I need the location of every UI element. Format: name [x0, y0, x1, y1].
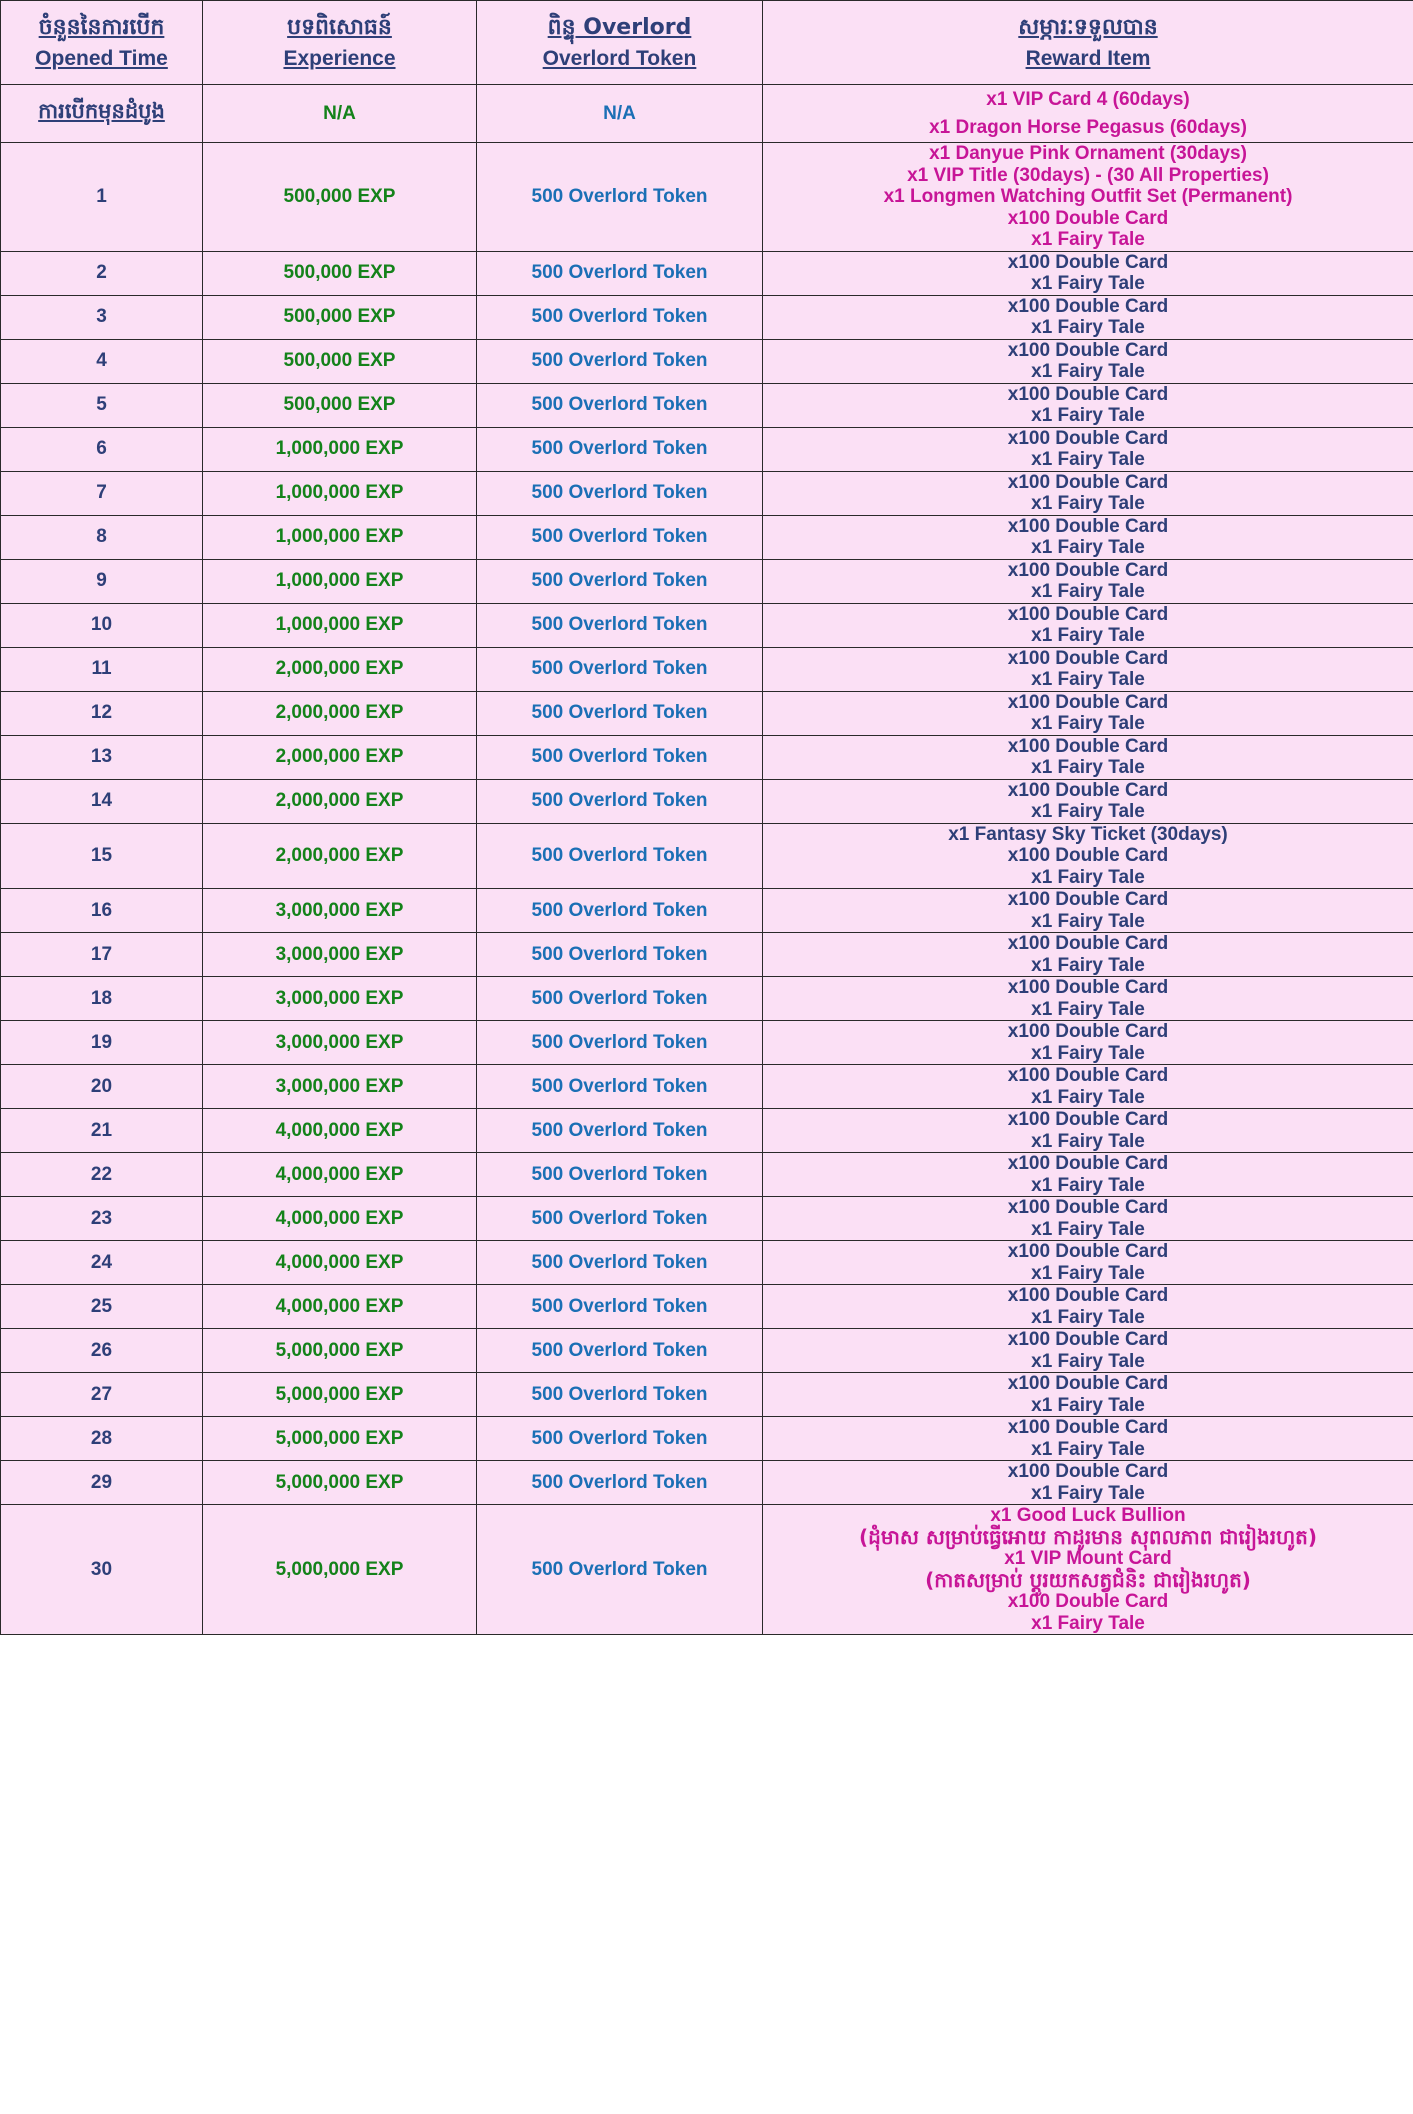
overlord-token-cell: 500 Overlord Token	[477, 889, 763, 933]
reward-cell	[763, 1329, 1413, 1373]
opened-time-cell: 2	[1, 251, 203, 295]
reward-item: x1 Longmen Watching Outfit Set (Permanent)	[883, 186, 1293, 207]
header-reward-item	[763, 1, 1413, 85]
header-experience	[203, 1, 477, 85]
header-opened-time-en: Opened Time	[35, 46, 168, 70]
header-experience-km: បទពិសោធន៍	[287, 14, 392, 40]
header-opened-time-km: ចំនួននៃការបើក	[38, 14, 165, 40]
reward-item: x100 Double Card	[1007, 1109, 1169, 1130]
table-row	[1, 1505, 1413, 1635]
reward-cell	[763, 647, 1413, 691]
reward-item: x1 Good Luck Bullion	[990, 1505, 1186, 1526]
reward-item: x1 Fairy Tale	[1031, 1394, 1145, 1416]
reward-item: x1 Fairy Tale	[1031, 1042, 1145, 1064]
opened-time-cell: 18	[1, 977, 203, 1021]
experience-cell: 2,000,000 EXP	[203, 779, 477, 823]
overlord-token-cell: 500 Overlord Token	[477, 383, 763, 427]
first-open-label: ការបើកមុនដំបូង	[1, 85, 203, 143]
reward-item: x100 Double Card	[1007, 559, 1169, 581]
reward-item: x1 Fairy Tale	[1031, 713, 1145, 734]
first-open-exp: N/A	[203, 85, 477, 143]
reward-item: x100 Double Card	[1007, 1329, 1169, 1350]
reward-item: x1 Fairy Tale	[1031, 1086, 1145, 1108]
reward-item: x100 Double Card	[1007, 1591, 1169, 1612]
table-row	[1, 1197, 1413, 1241]
table-row	[1, 1065, 1413, 1109]
reward-item: x1 Fairy Tale	[1031, 1130, 1145, 1152]
overlord-token-cell: 500 Overlord Token	[477, 559, 763, 603]
reward-item: x100 Double Card	[1007, 1197, 1169, 1218]
experience-cell: 4,000,000 EXP	[203, 1109, 477, 1153]
reward-cell	[763, 1461, 1413, 1505]
reward-item: x100 Double Card	[1007, 1461, 1169, 1482]
reward-item: x100 Double Card	[1007, 647, 1169, 669]
reward-cell	[763, 779, 1413, 823]
experience-cell: 5,000,000 EXP	[203, 1461, 477, 1505]
experience-cell: 500,000 EXP	[203, 339, 477, 383]
experience-cell: 1,000,000 EXP	[203, 471, 477, 515]
header-experience-en: Experience	[283, 46, 396, 70]
overlord-token-cell: 500 Overlord Token	[477, 603, 763, 647]
experience-cell: 500,000 EXP	[203, 143, 477, 252]
reward-cell	[763, 1285, 1413, 1329]
reward-item: x100 Double Card	[1007, 1065, 1169, 1086]
overlord-token-cell: 500 Overlord Token	[477, 1241, 763, 1285]
experience-cell: 4,000,000 EXP	[203, 1285, 477, 1329]
opened-time-cell: 1	[1, 143, 203, 252]
reward-cell	[763, 383, 1413, 427]
overlord-token-cell: 500 Overlord Token	[477, 691, 763, 735]
experience-cell: 1,000,000 EXP	[203, 603, 477, 647]
reward-item: x100 Double Card	[1007, 1285, 1169, 1306]
reward-cell	[763, 1153, 1413, 1197]
opened-time-cell: 11	[1, 647, 203, 691]
reward-cell	[763, 1109, 1413, 1153]
table-row	[1, 295, 1413, 339]
reward-item: x1 Dragon Horse Pegasus (60days)	[929, 116, 1247, 138]
reward-item: x1 Fairy Tale	[1031, 801, 1145, 822]
overlord-token-cell: 500 Overlord Token	[477, 1021, 763, 1065]
reward-item: x100 Double Card	[1007, 295, 1169, 317]
reward-item: x1 Fairy Tale	[1031, 1262, 1145, 1284]
reward-item: x1 Fairy Tale	[1031, 273, 1145, 294]
reward-item: x100 Double Card	[1007, 515, 1169, 537]
opened-time-cell: 26	[1, 1329, 203, 1373]
overlord-token-cell: 500 Overlord Token	[477, 1109, 763, 1153]
reward-item: x100 Double Card	[1007, 779, 1169, 801]
reward-item: (ដុំមាស សម្រាប់ធ្វើអោយ កាដូរមាន សុពលភាព ជារៀងរហូត)	[859, 1524, 1317, 1549]
reward-item: x100 Double Card	[1007, 1021, 1169, 1042]
reward-item: x1 Fairy Tale	[1031, 1306, 1145, 1328]
header-overlord-token	[477, 1, 763, 85]
opened-time-cell: 14	[1, 779, 203, 823]
opened-time-cell: 21	[1, 1109, 203, 1153]
opened-time-cell: 22	[1, 1153, 203, 1197]
reward-cell	[763, 1021, 1413, 1065]
reward-item: x100 Double Card	[1007, 735, 1169, 757]
header-reward-item-km: សម្ភារៈទទួលបាន	[1018, 14, 1158, 40]
experience-cell: 3,000,000 EXP	[203, 1021, 477, 1065]
reward-cell	[763, 339, 1413, 383]
reward-cell	[763, 515, 1413, 559]
reward-cell	[763, 1505, 1413, 1635]
reward-cell	[763, 1373, 1413, 1417]
overlord-token-cell: 500 Overlord Token	[477, 1285, 763, 1329]
overlord-token-cell: 500 Overlord Token	[477, 647, 763, 691]
reward-item: x100 Double Card	[1007, 251, 1169, 273]
overlord-token-cell: 500 Overlord Token	[477, 977, 763, 1021]
reward-item: x1 Fairy Tale	[1031, 405, 1145, 426]
experience-cell: 3,000,000 EXP	[203, 933, 477, 977]
table-row	[1, 515, 1413, 559]
header-reward-item-en: Reward Item	[1025, 46, 1151, 70]
table-row	[1, 779, 1413, 823]
opened-time-cell: 6	[1, 427, 203, 471]
opened-time-cell: 3	[1, 295, 203, 339]
table-row	[1, 143, 1413, 252]
reward-cell	[763, 1197, 1413, 1241]
experience-cell: 3,000,000 EXP	[203, 1065, 477, 1109]
experience-cell: 1,000,000 EXP	[203, 515, 477, 559]
reward-item: x1 Fairy Tale	[1031, 1218, 1145, 1240]
opened-time-cell: 25	[1, 1285, 203, 1329]
table-row	[1, 933, 1413, 977]
reward-item: x1 Fairy Tale	[1031, 1482, 1145, 1504]
table-row	[1, 339, 1413, 383]
reward-item: x1 Fairy Tale	[1031, 1350, 1145, 1372]
opened-time-cell: 27	[1, 1373, 203, 1417]
opened-time-cell: 23	[1, 1197, 203, 1241]
first-open-token: N/A	[477, 85, 763, 143]
opened-time-cell: 4	[1, 339, 203, 383]
reward-cell	[763, 1241, 1413, 1285]
overlord-token-cell: 500 Overlord Token	[477, 515, 763, 559]
overlord-token-cell: 500 Overlord Token	[477, 933, 763, 977]
reward-cell	[763, 735, 1413, 779]
opened-time-cell: 7	[1, 471, 203, 515]
opened-time-cell: 5	[1, 383, 203, 427]
table-row	[1, 251, 1413, 295]
experience-cell: 2,000,000 EXP	[203, 691, 477, 735]
reward-cell	[763, 603, 1413, 647]
opened-time-cell: 9	[1, 559, 203, 603]
experience-cell: 4,000,000 EXP	[203, 1153, 477, 1197]
reward-item: x1 Fairy Tale	[1031, 757, 1145, 778]
reward-item: x1 Fairy Tale	[1031, 669, 1145, 690]
experience-cell: 2,000,000 EXP	[203, 735, 477, 779]
opened-time-cell: 8	[1, 515, 203, 559]
experience-cell: 5,000,000 EXP	[203, 1505, 477, 1635]
overlord-token-cell: 500 Overlord Token	[477, 1153, 763, 1197]
overlord-token-cell: 500 Overlord Token	[477, 471, 763, 515]
reward-cell	[763, 143, 1413, 252]
opened-time-cell: 29	[1, 1461, 203, 1505]
table-row	[1, 1021, 1413, 1065]
reward-cell	[763, 471, 1413, 515]
overlord-token-cell: 500 Overlord Token	[477, 1197, 763, 1241]
reward-cell	[763, 251, 1413, 295]
reward-item: x100 Double Card	[1007, 889, 1169, 910]
table-row	[1, 427, 1413, 471]
reward-item: x1 Fairy Tale	[1031, 537, 1145, 558]
overlord-token-cell: 500 Overlord Token	[477, 735, 763, 779]
reward-cell	[763, 1065, 1413, 1109]
reward-item: x100 Double Card	[1007, 603, 1169, 625]
reward-item: x1 Fairy Tale	[1031, 317, 1145, 338]
overlord-token-cell: 500 Overlord Token	[477, 427, 763, 471]
reward-cell	[763, 933, 1413, 977]
header-overlord-token-en: Overlord Token	[542, 46, 697, 70]
opened-time-cell: 17	[1, 933, 203, 977]
header-opened-time	[1, 1, 203, 85]
reward-item: x1 Fairy Tale	[1031, 1438, 1145, 1460]
overlord-token-cell: 500 Overlord Token	[477, 1461, 763, 1505]
opened-time-cell: 20	[1, 1065, 203, 1109]
reward-cell	[763, 691, 1413, 735]
opened-time-cell: 30	[1, 1505, 203, 1635]
table-row	[1, 977, 1413, 1021]
reward-item: x1 Fairy Tale	[1031, 229, 1145, 250]
reward-item: x1 Fairy Tale	[1031, 954, 1145, 976]
reward-cell	[763, 823, 1413, 889]
reward-cell	[763, 427, 1413, 471]
reward-item: x1 Danyue Pink Ornament (30days)	[929, 143, 1247, 164]
header-overlord-token-km: ពិន្ទុ Overlord	[547, 14, 692, 40]
overlord-token-cell: 500 Overlord Token	[477, 823, 763, 889]
reward-cell	[763, 1417, 1413, 1461]
opened-time-cell: 16	[1, 889, 203, 933]
first-open-rewards	[763, 85, 1413, 143]
overlord-token-cell: 500 Overlord Token	[477, 339, 763, 383]
reward-cell	[763, 977, 1413, 1021]
overlord-token-cell: 500 Overlord Token	[477, 779, 763, 823]
opened-time-cell: 24	[1, 1241, 203, 1285]
reward-item: x100 Double Card	[1007, 471, 1169, 493]
table-row	[1, 691, 1413, 735]
experience-cell: 500,000 EXP	[203, 295, 477, 339]
experience-cell: 500,000 EXP	[203, 251, 477, 295]
reward-item: x100 Double Card	[1007, 207, 1169, 229]
experience-cell: 1,000,000 EXP	[203, 427, 477, 471]
header-row	[1, 1, 1413, 85]
table-row	[1, 471, 1413, 515]
opened-time-cell: 19	[1, 1021, 203, 1065]
reward-item: x100 Double Card	[1007, 933, 1169, 954]
opened-time-cell: 15	[1, 823, 203, 889]
reward-item: x100 Double Card	[1007, 339, 1169, 361]
table-row	[1, 603, 1413, 647]
reward-item: x1 Fairy Tale	[1031, 449, 1145, 470]
overlord-token-cell: 500 Overlord Token	[477, 1329, 763, 1373]
first-open-row	[1, 85, 1413, 143]
table-row	[1, 1329, 1413, 1373]
opened-time-cell: 12	[1, 691, 203, 735]
reward-item: x100 Double Card	[1007, 1153, 1169, 1174]
experience-cell: 4,000,000 EXP	[203, 1197, 477, 1241]
reward-item: x1 Fantasy Sky Ticket (30days)	[948, 823, 1228, 845]
table-row	[1, 1109, 1413, 1153]
reward-item: x1 VIP Title (30days) - (30 All Properties)	[907, 164, 1269, 186]
reward-item: x100 Double Card	[1007, 1241, 1169, 1262]
table-row	[1, 1153, 1413, 1197]
opened-time-cell: 28	[1, 1417, 203, 1461]
reward-item: x100 Double Card	[1007, 977, 1169, 998]
table-row	[1, 1461, 1413, 1505]
table-row	[1, 1241, 1413, 1285]
table-row	[1, 559, 1413, 603]
experience-cell: 3,000,000 EXP	[203, 889, 477, 933]
experience-cell: 2,000,000 EXP	[203, 823, 477, 889]
reward-item: x1 Fairy Tale	[1031, 361, 1145, 382]
reward-cell	[763, 295, 1413, 339]
table-row	[1, 647, 1413, 691]
experience-cell: 2,000,000 EXP	[203, 647, 477, 691]
reward-item: x100 Double Card	[1007, 1417, 1169, 1438]
overlord-token-cell: 500 Overlord Token	[477, 295, 763, 339]
reward-item: x1 Fairy Tale	[1031, 581, 1145, 602]
reward-item: x1 Fairy Tale	[1031, 1612, 1145, 1634]
reward-cell	[763, 559, 1413, 603]
table-row	[1, 823, 1413, 889]
table-row	[1, 1417, 1413, 1461]
reward-item: x100 Double Card	[1007, 383, 1169, 405]
overlord-token-cell: 500 Overlord Token	[477, 1373, 763, 1417]
reward-item: x100 Double Card	[1007, 427, 1169, 449]
experience-cell: 500,000 EXP	[203, 383, 477, 427]
overlord-token-cell: 500 Overlord Token	[477, 143, 763, 252]
overlord-token-cell: 500 Overlord Token	[477, 1417, 763, 1461]
reward-item: x1 Fairy Tale	[1031, 910, 1145, 932]
reward-item: x1 Fairy Tale	[1031, 1174, 1145, 1196]
reward-item: x100 Double Card	[1007, 691, 1169, 713]
reward-item: x1 VIP Mount Card	[1004, 1548, 1172, 1569]
experience-cell: 4,000,000 EXP	[203, 1241, 477, 1285]
reward-item: x100 Double Card	[1007, 845, 1169, 866]
table-row	[1, 889, 1413, 933]
reward-item: x1 Fairy Tale	[1031, 493, 1145, 514]
table-row	[1, 735, 1413, 779]
reward-item: x1 VIP Card 4 (60days)	[986, 88, 1190, 110]
opened-time-cell: 10	[1, 603, 203, 647]
reward-item: (កាតសម្រាប់ ប្តូរយកសត្វជំនិះ ជារៀងរហូត)	[925, 1567, 1251, 1592]
reward-item: x1 Fairy Tale	[1031, 998, 1145, 1020]
overlord-token-cell: 500 Overlord Token	[477, 1505, 763, 1635]
table-row	[1, 1373, 1413, 1417]
experience-cell: 5,000,000 EXP	[203, 1417, 477, 1461]
experience-cell: 5,000,000 EXP	[203, 1329, 477, 1373]
table-row	[1, 383, 1413, 427]
reward-cell	[763, 889, 1413, 933]
reward-item: x100 Double Card	[1007, 1373, 1169, 1394]
table-row	[1, 1285, 1413, 1329]
reward-item: x1 Fairy Tale	[1031, 866, 1145, 888]
experience-cell: 5,000,000 EXP	[203, 1373, 477, 1417]
overlord-token-cell: 500 Overlord Token	[477, 1065, 763, 1109]
experience-cell: 1,000,000 EXP	[203, 559, 477, 603]
experience-cell: 3,000,000 EXP	[203, 977, 477, 1021]
reward-item: x1 Fairy Tale	[1031, 625, 1145, 646]
overlord-token-cell: 500 Overlord Token	[477, 251, 763, 295]
opened-time-cell: 13	[1, 735, 203, 779]
